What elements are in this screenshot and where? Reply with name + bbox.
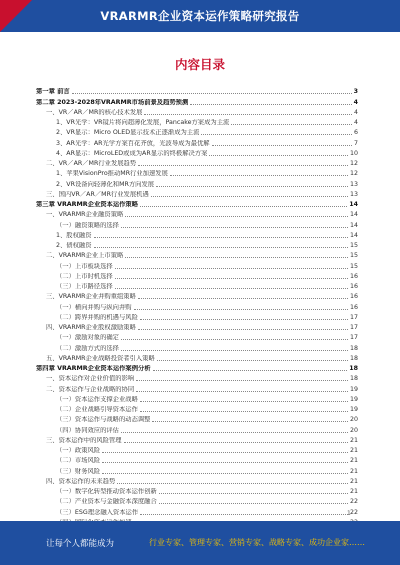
toc-leader-dots — [102, 452, 348, 453]
toc-entry-text: 一、VRARMR企业融资策略 — [46, 211, 124, 219]
toc-entry-text: 三、VRARMR企业并购重组策略 — [46, 293, 136, 301]
toc-entry[interactable] — [36, 178, 358, 188]
toc-leader-dots — [136, 391, 348, 392]
toc-entry[interactable] — [36, 404, 358, 414]
toc-entry-page: 18 — [349, 375, 358, 383]
toc-entry-text: 三、国内VR／AR／MR行业发展机遇 — [46, 190, 149, 198]
toc-entry-text: 一、资本运作对企业价值的影响 — [46, 375, 135, 383]
toc-leader-dots — [140, 514, 348, 515]
toc-entry-page: 14 — [349, 211, 358, 219]
toc-leader-dots — [102, 462, 348, 463]
toc-leader-dots — [138, 329, 348, 330]
report-title: VRARMR企业资本运作策略研究报告 — [100, 9, 300, 23]
toc-entry-page: 21 — [349, 436, 358, 444]
toc-entry-page: 4 — [353, 98, 358, 106]
toc-leader-dots — [94, 247, 348, 248]
toc-entry-page: 18 — [349, 354, 358, 362]
toc-entry-text: （一）资本运作支撑企业战略 — [56, 395, 138, 403]
toc-leader-dots — [115, 278, 348, 279]
toc-entry[interactable] — [36, 383, 358, 393]
toc-leader-dots — [138, 165, 348, 166]
toc-leader-dots — [121, 432, 348, 433]
toc-entry[interactable] — [36, 281, 358, 291]
toc-entry-page: 15 — [349, 252, 358, 260]
toc-entry[interactable] — [36, 168, 358, 178]
toc-entry-text: 2、债权融资 — [56, 242, 92, 249]
toc-list — [36, 86, 358, 527]
toc-leader-dots — [102, 473, 348, 474]
toc-entry-page: 17 — [349, 324, 358, 331]
toc-entry-text: （三）资本运作与战略的动态调整 — [56, 416, 151, 424]
toc-entry[interactable] — [36, 209, 358, 219]
toc-leader-dots — [209, 155, 348, 156]
toc-entry[interactable] — [36, 353, 358, 363]
toc-entry[interactable] — [36, 158, 358, 168]
toc-leader-dots — [140, 319, 348, 320]
toc-entry-page: 13 — [349, 180, 358, 188]
toc-entry[interactable] — [36, 312, 358, 322]
toc-entry-page: 22 — [349, 498, 358, 506]
toc-leader-dots — [201, 134, 352, 135]
toc-entry-text: 第一章 前言 — [36, 88, 70, 96]
toc-heading: 内容目录 — [174, 57, 225, 72]
toc-entry-text: （二）上市时机选择 — [56, 272, 113, 280]
toc-entry[interactable] — [36, 240, 358, 250]
toc-entry-page: 13 — [349, 190, 358, 198]
toc-entry-page: 19 — [349, 395, 358, 403]
toc-leader-dots — [134, 309, 348, 310]
toc-entry-page: 14 — [349, 221, 358, 229]
toc-entry-text: （一）政策风险 — [56, 447, 101, 454]
toc-entry[interactable] — [36, 455, 358, 465]
toc-entry-page: 14 — [349, 231, 358, 239]
toc-entry-page: 7 — [353, 139, 358, 147]
toc-entry-text: （二）企业战略引导资本运作 — [56, 406, 138, 413]
toc-entry-text: （一）数字化转型推动资本运作创新 — [56, 488, 157, 495]
toc-leader-dots — [170, 175, 348, 176]
toc-leader-dots — [159, 503, 348, 504]
toc-entry[interactable] — [36, 435, 358, 445]
toc-entry[interactable] — [36, 342, 358, 352]
toc-entry-page: 21 — [349, 457, 358, 465]
toc-entry[interactable] — [36, 250, 358, 260]
toc-leader-dots — [121, 339, 348, 340]
toc-leader-dots — [144, 114, 352, 115]
toc-leader-dots — [140, 411, 348, 412]
toc-entry-text: 四、VRARMR企业股权激励策略 — [46, 324, 136, 331]
toc-entry-page: 21 — [349, 467, 358, 475]
toc-entry-page: 18 — [349, 344, 358, 352]
toc-leader-dots — [190, 104, 351, 105]
toc-entry-text: （二）市场风险 — [56, 457, 101, 465]
toc-entry[interactable] — [36, 148, 358, 158]
toc-entry[interactable] — [36, 486, 358, 496]
toc-leader-dots — [140, 206, 347, 207]
toc-entry-text: 二、资本运作与企业战略的协同 — [46, 385, 135, 393]
toc-entry[interactable] — [36, 230, 358, 240]
toc-entry-text: （三）上市路径选择 — [56, 283, 113, 290]
toc-entry-page: 19 — [349, 406, 358, 413]
toc-entry-page: 17 — [349, 313, 358, 321]
page-number: 1 — [347, 510, 351, 517]
toc-entry-page: 3 — [353, 88, 358, 96]
toc-leader-dots — [121, 227, 348, 228]
toc-leader-dots — [115, 268, 348, 269]
header-bar — [0, 0, 400, 32]
footer-slogan: 让每个人都能成为 — [46, 539, 115, 549]
toc-entry[interactable] — [36, 445, 358, 455]
toc-entry-page: 10 — [349, 149, 358, 157]
toc-entry[interactable] — [36, 219, 358, 229]
toc-entry-text: （四）协同效应的评估 — [56, 426, 119, 434]
toc-entry-text: 第三章 VRARMR企业资本运作策略 — [36, 201, 139, 208]
toc-leader-dots — [121, 350, 348, 351]
toc-leader-dots — [72, 93, 352, 94]
toc-entry-text: 4、AR显示：MicroLED或成为AR显示的终极解决方案 — [56, 149, 208, 157]
toc-leader-dots — [115, 288, 348, 289]
toc-entry-text: 四、资本运作的未来趋势 — [46, 477, 116, 485]
toc-leader-dots — [136, 380, 348, 381]
toc-leader-dots — [140, 401, 348, 402]
toc-entry-text: 2、VR显示：Micro OLED显示技术正逐渐成为主流 — [56, 129, 200, 137]
toc-entry-page: 15 — [349, 262, 358, 270]
toc-entry[interactable] — [36, 189, 358, 199]
toc-leader-dots — [94, 237, 348, 238]
toc-entry[interactable] — [36, 414, 358, 424]
toc-entry[interactable] — [36, 506, 358, 516]
toc-leader-dots — [125, 257, 348, 258]
toc-entry-page: 16 — [349, 293, 358, 301]
toc-entry-text: （二）跨界并购的机遇与风险 — [56, 313, 138, 321]
toc-leader-dots — [212, 145, 352, 146]
toc-entry-page: 17 — [349, 334, 358, 342]
toc-entry-page: 16 — [349, 283, 358, 290]
toc-entry[interactable] — [36, 260, 358, 270]
toc-entry-text: （一）横向并购与纵向并购 — [56, 303, 132, 311]
toc-entry[interactable] — [36, 424, 358, 434]
toc-entry-text: 3、AR光学：AR光学方案百花齐放，光波导成为最优解 — [56, 139, 210, 147]
toc-entry-page: 16 — [349, 303, 358, 311]
toc-leader-dots — [125, 216, 348, 217]
toc-entry-page: 18 — [349, 365, 358, 372]
toc-entry-text: 2、VR设备向轻薄化和MR方向发展 — [56, 180, 155, 188]
toc-entry-text: （二）激励方式的选择 — [56, 344, 119, 352]
toc-entry[interactable] — [36, 476, 358, 486]
toc-entry-text: 二、VR／AR／MR行业发展趋势 — [46, 160, 137, 167]
toc-entry-page: 22 — [349, 508, 358, 516]
toc-leader-dots — [231, 124, 352, 125]
toc-entry-page: 4 — [353, 119, 358, 126]
toc-entry[interactable] — [36, 322, 358, 332]
toc-entry[interactable] — [36, 86, 358, 96]
toc-entry-text: （一）激励对象的确定 — [56, 334, 119, 342]
toc-entry-text: 一、VR／AR／MR的核心技术发展 — [46, 108, 143, 116]
toc-leader-dots — [151, 196, 348, 197]
toc-entry-text: （三）ESG理念融入资本运作 — [56, 508, 139, 516]
toc-entry-page: 16 — [349, 272, 358, 280]
toc-entry-text: （一）融资策略的选择 — [56, 221, 119, 229]
toc-leader-dots — [124, 442, 348, 443]
toc-entry-text: 三、资本运作中的风险管理 — [46, 436, 122, 444]
footer-bar — [0, 521, 400, 565]
toc-leader-dots — [138, 298, 348, 299]
toc-entry-page: 20 — [349, 426, 358, 434]
toc-leader-dots — [153, 370, 348, 371]
toc-entry-text: 1、股权融资 — [56, 231, 92, 239]
toc-entry[interactable] — [36, 363, 358, 373]
toc-entry-text: 1、苹果VisionPro推动MR行业加速发展 — [56, 170, 168, 178]
toc-entry[interactable] — [36, 96, 358, 106]
toc-entry-page: 21 — [349, 477, 358, 485]
toc-entry[interactable] — [36, 394, 358, 404]
toc-entry[interactable] — [36, 291, 358, 301]
toc-entry[interactable] — [36, 271, 358, 281]
toc-entry-text: 1、VR光学：VR镜片将向超薄化发展，Pancake方案成为主流 — [56, 119, 230, 126]
toc-entry[interactable] — [36, 496, 358, 506]
toc-entry-page: 21 — [349, 488, 358, 495]
toc-leader-dots — [117, 483, 348, 484]
toc-entry-page: 21 — [349, 447, 358, 454]
toc-entry-text: （二）产业资本与金融资本深度融合 — [56, 498, 157, 506]
toc-entry-page: 4 — [353, 108, 358, 116]
toc-entry[interactable] — [36, 332, 358, 342]
toc-leader-dots — [159, 493, 348, 494]
toc-leader-dots — [156, 186, 348, 187]
toc-entry-page: 19 — [349, 385, 358, 393]
toc-entry[interactable] — [36, 137, 358, 147]
toc-entry-page: 6 — [353, 129, 358, 137]
toc-entry[interactable] — [36, 301, 358, 311]
toc-entry[interactable] — [36, 117, 358, 127]
toc-entry-text: （一）上市板块选择 — [56, 262, 113, 270]
toc-entry-text: 第四章 VRARMR企业资本运作案例分析 — [36, 365, 151, 372]
toc-entry-text: （三）财务风险 — [56, 467, 101, 475]
toc-leader-dots — [152, 421, 348, 422]
toc-entry[interactable] — [36, 465, 358, 475]
toc-entry-page: 12 — [349, 170, 358, 178]
toc-leader-dots — [157, 360, 348, 361]
toc-entry[interactable] — [36, 373, 358, 383]
toc-entry-text: 二、VRARMR企业上市策略 — [46, 252, 124, 260]
toc-entry-page: 20 — [349, 416, 358, 424]
toc-entry[interactable] — [36, 199, 358, 209]
toc-entry[interactable] — [36, 107, 358, 117]
toc-entry-text: 第二章 2023-2028年VRARMR市场前景及趋势预测 — [36, 98, 189, 106]
footer-roles: 行业专家、管理专家、营销专家、战略专家、成功企业家…… — [149, 538, 365, 547]
toc-entry-page: 15 — [349, 242, 358, 249]
toc-entry-page: 12 — [349, 160, 358, 167]
toc-entry-page: 14 — [349, 201, 358, 208]
toc-entry[interactable] — [36, 127, 358, 137]
toc-entry-text: 五、VRARMR企业战略投资者引入策略 — [46, 354, 155, 362]
